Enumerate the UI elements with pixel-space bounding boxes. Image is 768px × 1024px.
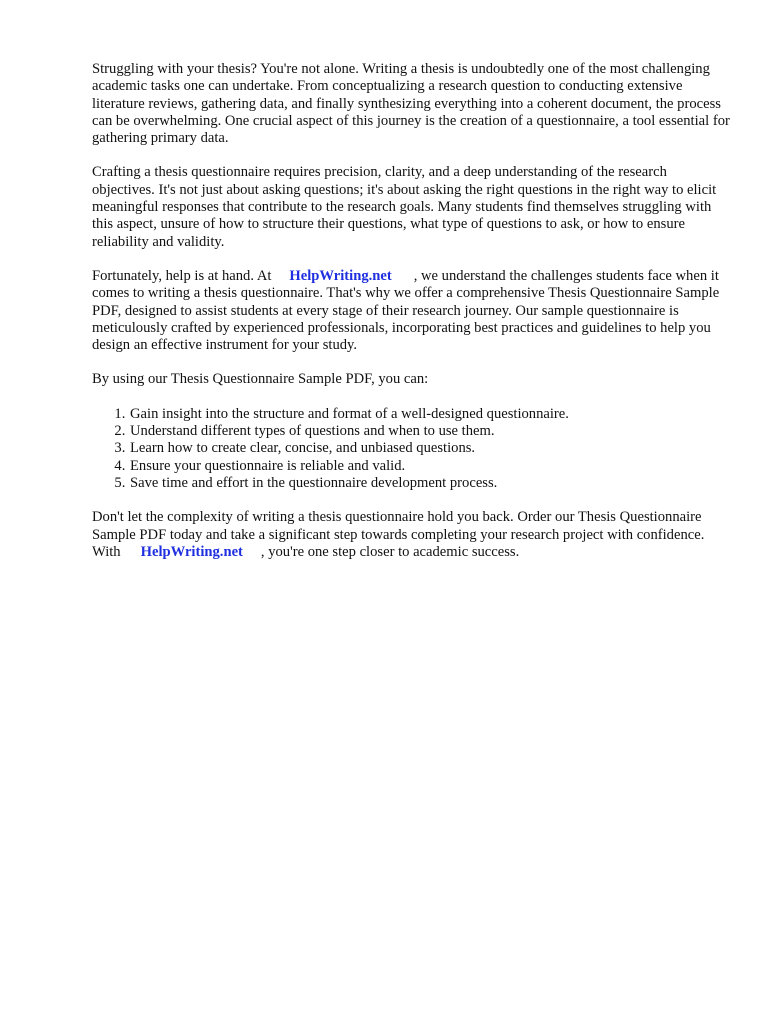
benefits-intro: By using our Thesis Questionnaire Sample PDF, you can: bbox=[92, 371, 429, 388]
offer-paragraph bbox=[92, 268, 732, 354]
list-item: 5. Save time and effort in the questionnaire development process. bbox=[129, 475, 732, 492]
closing-paragraph bbox=[92, 509, 732, 561]
closing-text-end: , you're one step closer to academic success. bbox=[260, 543, 520, 560]
list-item: 2. Understand different types of questions and when to use them. bbox=[129, 423, 732, 440]
helpwriting-link[interactable]: HelpWriting.net bbox=[140, 543, 243, 560]
benefits-list bbox=[92, 406, 732, 492]
helpwriting-link[interactable]: HelpWriting.net bbox=[289, 267, 392, 284]
document-body bbox=[92, 61, 732, 578]
offer-text-end: , we understand the challenges students face when it comes to writing a thesis questionnaire. That's why we offer a comprehensive Thesis Questionnaire Sample PDF, designed to assist students at every stage of their research journey. Our sample questionnaire is meticulously crafted by experienced professionals, incorporating best practices and guidelines to help you design an effective instrument for your study. bbox=[92, 267, 720, 354]
list-item: 4. Ensure your questionnaire is reliable and valid. bbox=[129, 458, 732, 475]
closing-text-start: Don't let the complexity of writing a thesis questionnaire hold you back. Order our Thesis Questionnaire Sample PDF today and take a significant step towards completing your research project with confidence. With bbox=[92, 509, 705, 560]
list-item: 3. Learn how to create clear, concise, and unbiased questions. bbox=[129, 440, 732, 457]
intro-paragraph: Struggling with your thesis? You're not alone. Writing a thesis is undoubtedly one of the most challenging academic tasks one can undertake. From conceptualizing a research question to conducting extensive literature reviews, gathering data, and finally synthesizing everything into a coherent document, the process can be overwhelming. One crucial aspect of this journey is the creation of a questionnaire, a tool essential for gathering primary data. bbox=[92, 61, 730, 147]
list-item: 1. Gain insight into the structure and format of a well-designed questionnaire. bbox=[129, 406, 732, 423]
questionnaire-paragraph: Crafting a thesis questionnaire requires precision, clarity, and a deep understanding of the research objectives. It's not just about asking questions; it's about asking the right questions in the right way to elicit meaningful responses that contribute to the research goals. Many students find themselves struggling with this aspect, unsure of how to structure their questions, what type of questions to ask, or how to ensure reliability and validity. bbox=[92, 164, 717, 250]
offer-text-start: Fortunately, help is at hand. At bbox=[92, 267, 272, 284]
